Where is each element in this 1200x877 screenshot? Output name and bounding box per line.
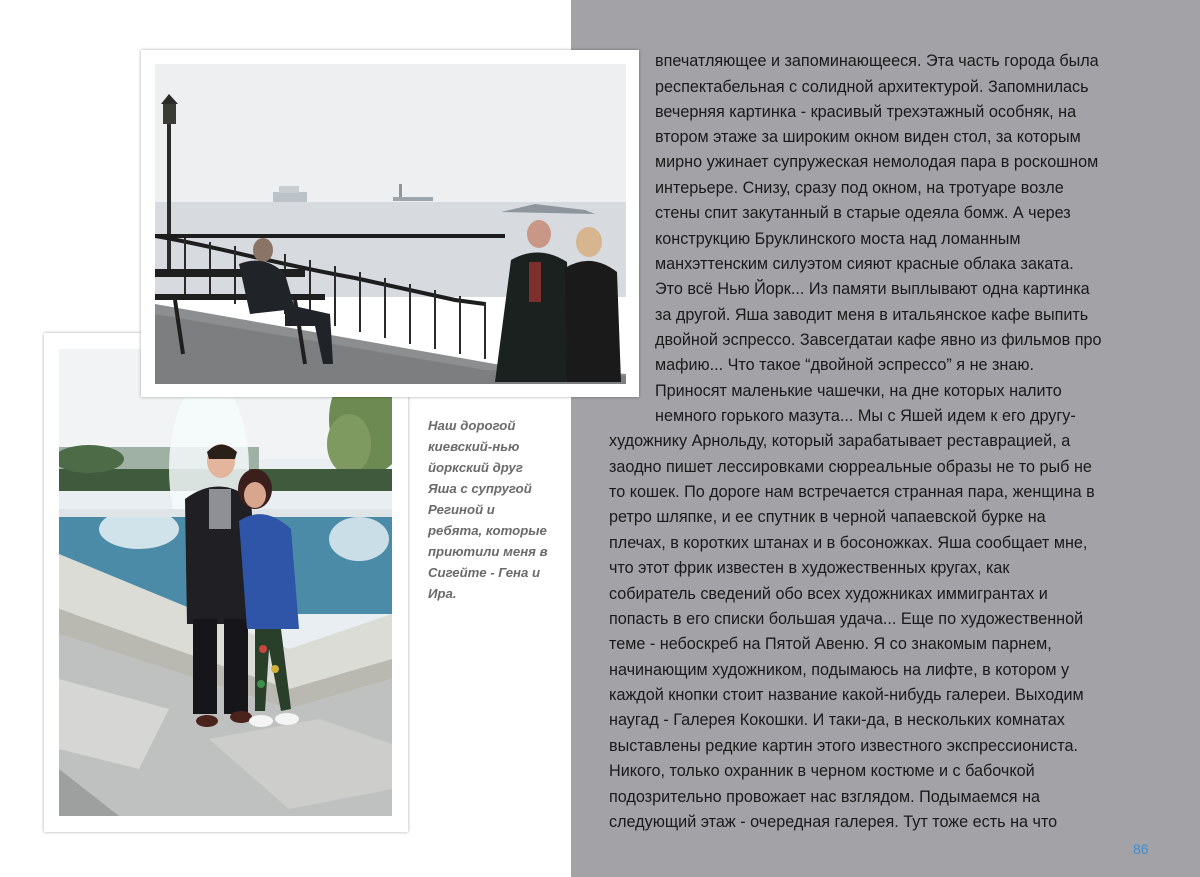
promenade-photo bbox=[141, 50, 639, 397]
text-line: следующий этаж - очередная галерея. Тут тоже есть на что bbox=[609, 813, 1058, 831]
text-line: то кошек. По дороге нам встречается странная пара, женщина в bbox=[609, 483, 1095, 501]
text-line: ретро шляпке, и ее спутник в черной чапаевской бурке на bbox=[609, 508, 1046, 526]
text-line: конструкцию Бруклинского моста над ломанным bbox=[655, 230, 1021, 248]
text-line: интерьере. Снизу, сразу под окном, на тротуаре возле bbox=[655, 179, 1064, 197]
text-line: что этот фрик известен в художественных кругах, как bbox=[609, 559, 1010, 577]
text-line: собиратель сведений обо всех художниках иммигрантах и bbox=[609, 585, 1048, 603]
caption-line: Сигейте - Гена и bbox=[428, 565, 541, 580]
text-line: Это всё Нью Йорк... Из памяти выплывают одна картинка bbox=[655, 280, 1090, 298]
caption-line: йоркский друг bbox=[428, 460, 523, 475]
promenade-photo-image bbox=[155, 64, 626, 384]
text-line: немного горького мазута... Мы с Яшей идем к его другу- bbox=[655, 407, 1076, 425]
text-line: Никого, только охранник в черном костюме и с бабочкой bbox=[609, 762, 1035, 780]
text-line: за другой. Яша заводит меня в итальянское кафе выпить bbox=[655, 306, 1089, 324]
text-line: двойной эспрессо. Завсегдатаи кафе явно из фильмов про bbox=[655, 331, 1102, 349]
fountain-photo-image bbox=[59, 349, 392, 816]
text-line: художнику Арнольду, который зарабатывает реставрацией, а bbox=[609, 432, 1071, 450]
fountain-photo bbox=[44, 333, 408, 832]
text-line: выставлены редкие картин этого известного экспрессиониста. bbox=[609, 737, 1079, 755]
text-line: респектабельная с солидной архитектурой. Запомнилась bbox=[655, 78, 1089, 96]
text-line: заодно пишет лессировками сюрреальные образы не то рыб не bbox=[609, 458, 1092, 476]
text-line: Приносят маленькие чашечки, на дне которых налито bbox=[655, 382, 1062, 400]
text-line: каждой кнопки стоит название какой-нибудь галереи. Выходим bbox=[609, 686, 1084, 704]
caption-line: ребята, которые bbox=[428, 523, 547, 538]
text-line: теме - небоскреб на Пятой Авеню. Я со знакомым парнем, bbox=[609, 635, 1052, 653]
caption-line: Яша с супругой bbox=[428, 481, 532, 496]
text-line: попасть в его списки большая удача... Еще по художественной bbox=[609, 610, 1084, 628]
text-line: впечатляющее и запоминающееся. Эта часть города была bbox=[655, 52, 1099, 70]
caption-line: приютили меня в bbox=[428, 544, 548, 559]
text-line: втором этаже за широким окном виден стол, за которым bbox=[655, 128, 1081, 146]
text-line: мафию... Что такое “двойной эспрессо” я не знаю. bbox=[655, 356, 1035, 374]
photo-caption bbox=[428, 415, 568, 604]
text-line: манхэттенским силуэтом сияют красные облака заката. bbox=[655, 255, 1074, 273]
text-line: подозрительно провожает нас взглядом. Подымаемся на bbox=[609, 788, 1041, 806]
caption-line: Региной и bbox=[428, 502, 495, 517]
text-line: плечах, в коротких штанах и в босоножках. Яша сообщает мне, bbox=[609, 534, 1088, 552]
page-number: 86 bbox=[1133, 841, 1149, 857]
text-line: начинающим художником, подымаюсь на лифте, в котором у bbox=[609, 661, 1070, 679]
text-line: стены спит закутанный в старые одеяла бомж. А через bbox=[655, 204, 1071, 222]
caption-line: киевский-нью bbox=[428, 439, 520, 454]
caption-line: Ира. bbox=[428, 586, 457, 601]
text-line: мирно ужинает супружеская немолодая пара в роскошном bbox=[655, 153, 1099, 171]
caption-line: Наш дорогой bbox=[428, 418, 516, 433]
text-line: вечерняя картинка - красивый трехэтажный особняк, на bbox=[655, 103, 1077, 121]
text-line: наугад - Галерея Кокошки. И таки-да, в нескольких комнатах bbox=[609, 711, 1065, 729]
